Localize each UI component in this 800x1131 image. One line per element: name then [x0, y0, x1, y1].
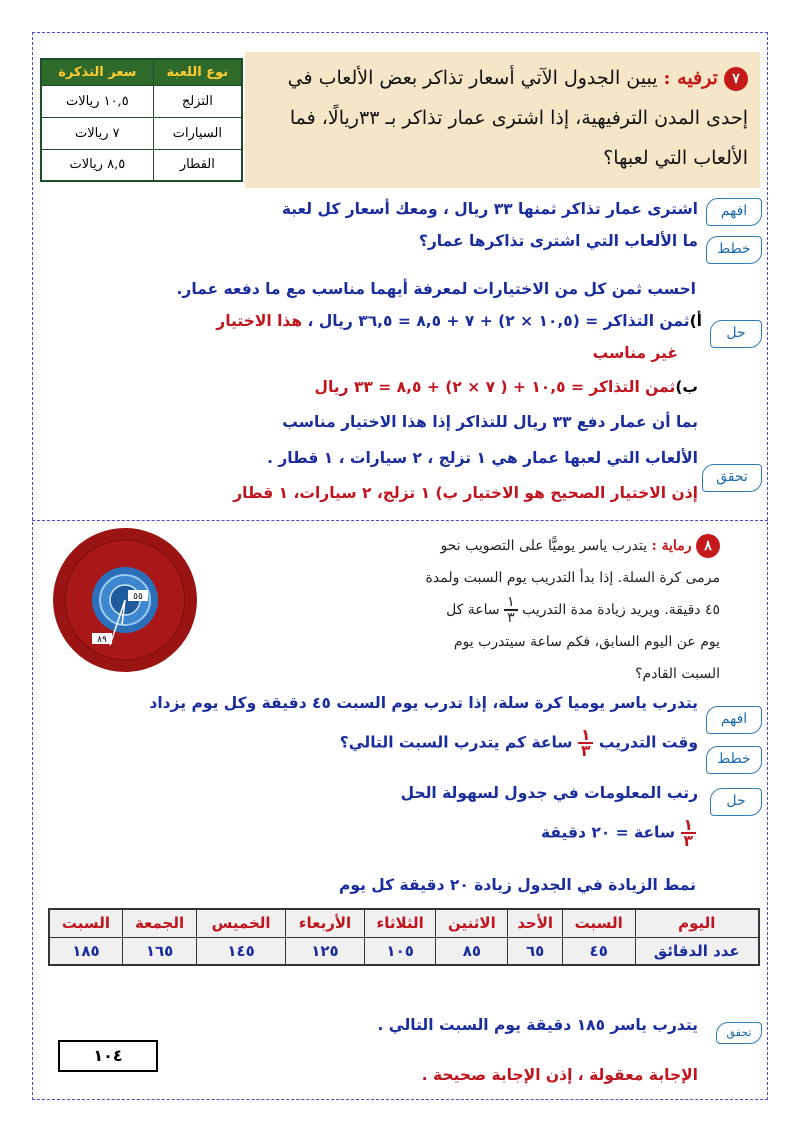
problem-statement: يبين الجدول الآتي أسعار تذاكر بعض الألعاب في إحدى المدن الترفيهية، إذا اشترى عمار تذاكر بـ ٣٣ريالًا، فما الألعاب التي لعبها؟	[287, 67, 748, 169]
table-cell: ١٠,٥ ريالات	[41, 85, 153, 117]
minutes-cell: ١٢٥	[285, 937, 364, 965]
conclusion-text: إذن الاختيار الصحيح هو الاختيار ب) ١ تزلج، ٢ سيارات، ١ قطار	[233, 484, 698, 502]
archery-target-image	[52, 527, 198, 673]
option-a-verdict-2: غير مناسب	[592, 344, 678, 362]
section-divider	[32, 520, 768, 521]
minutes-cell: ١٤٥	[197, 937, 286, 965]
problem-keyword: رماية :	[651, 538, 692, 554]
problem-line: السبت القادم؟	[635, 666, 720, 682]
option-b-calc: ثمن التذاكر = ١٠,٥ + ( ٧ × ٢) + ٨,٥ = ٣٣ ريال	[314, 378, 676, 396]
day-header: السبت	[562, 909, 635, 937]
check-text: الألعاب التي لعبها عمار هي ١ تزلج ، ٢ سيارات ، ١ قطار .	[267, 449, 698, 467]
minutes-cell: ٨٥	[436, 937, 508, 965]
problem-line: يتدرب ياسر يوميًّا على التصويب نحو	[440, 538, 648, 554]
minutes-cell: ٤٥	[562, 937, 635, 965]
problem-number-badge: ٨	[696, 534, 720, 558]
day-header: السبت	[49, 909, 122, 937]
understand-tag: افهم	[706, 706, 762, 734]
minutes-cell: ١٠٥	[364, 937, 435, 965]
option-b-line	[315, 378, 698, 396]
option-b-note: بما أن عمار دفع ٣٣ ريال للتذاكر إذا هذا الاختيار مناسب	[282, 413, 698, 431]
equation-text: ساعة = ٢٠ دقيقة	[540, 823, 676, 842]
plan-text: ساعة كم يتدرب السبت التالي؟	[339, 733, 573, 752]
table-cell: السيارات	[153, 117, 242, 149]
plan-tag: خطط	[706, 236, 762, 264]
problem-line: ٤٥ دقيقة. ويريد زيادة مدة التدريب	[522, 602, 720, 618]
day-header: الخميس	[197, 909, 286, 937]
option-a-calc: ثمن التذاكر = (١٠,٥ × ٢) + ٧ + ٨,٥ = ٣٦,٥ ريال ،	[307, 312, 690, 330]
solve-text: رتب المعلومات في جدول لسهولة الحل	[400, 784, 698, 802]
row-label: عدد الدقائق	[635, 937, 759, 965]
check-text: يتدرب ياسر ١٨٥ دقيقة يوم السبت التالي .	[377, 1016, 698, 1034]
problem-number-badge: ٧	[724, 67, 748, 91]
training-minutes-table	[48, 908, 760, 966]
row-label: اليوم	[635, 909, 759, 937]
table-cell: ٧ ريالات	[41, 117, 153, 149]
understand-text: اشترى عمار تذاكر ثمنها ٣٣ ريال ، ومعك أسعار كل لعبة	[281, 200, 698, 218]
page-number: ١٠٤	[58, 1040, 158, 1072]
problem-line: يوم عن اليوم السابق، فكم ساعة سيتدرب يوم	[453, 634, 720, 650]
problem-keyword: ترفيه :	[663, 67, 718, 89]
ticket-price-table	[40, 58, 243, 182]
conclusion-text: الإجابة معقولة ، إذن الإجابة صحيحة .	[421, 1066, 698, 1084]
day-header: الثلاثاء	[364, 909, 435, 937]
table-cell: ٨,٥ ريالات	[41, 149, 153, 181]
option-a-line	[216, 312, 702, 330]
check-tag: تحقق	[702, 464, 762, 492]
table-header: نوع اللعبة	[153, 59, 242, 85]
pattern-text: نمط الزيادة في الجدول زيادة ٢٠ دقيقة كل يوم	[339, 876, 696, 894]
fraction: $\frac{١}{٣}$	[504, 595, 518, 625]
check-tag: تحقق	[716, 1022, 762, 1044]
solve-tag: حل	[710, 320, 762, 348]
problem-line: مرمى كرة السلة. إذا بدأ التدريب يوم السبت ولمدة	[425, 570, 720, 586]
table-header: سعر التذكرة	[41, 59, 153, 85]
day-header: الأحد	[508, 909, 562, 937]
plan-line	[340, 728, 698, 758]
problem-7-text	[278, 58, 748, 178]
target-label: ٨٩	[97, 635, 107, 645]
table-cell: القطار	[153, 149, 242, 181]
option-b-label: ب)	[675, 378, 698, 396]
day-header: الجمعة	[122, 909, 196, 937]
plan-tag: خطط	[706, 746, 762, 774]
calc-intro: احسب ثمن كل من الاختيارات لمعرفة أيهما مناسب مع ما دفعه عمار.	[176, 280, 696, 298]
solve-tag: حل	[710, 788, 762, 816]
option-a-verdict: هذا الاختيار	[216, 312, 303, 330]
minutes-cell: ٦٥	[508, 937, 562, 965]
problem-line: ساعة كل	[446, 602, 500, 618]
understand-tag: افهم	[706, 198, 762, 226]
option-a-label: أ)	[689, 312, 702, 330]
minutes-cell: ١٦٥	[122, 937, 196, 965]
day-header: الأربعاء	[285, 909, 364, 937]
understand-text: يتدرب ياسر يوميا كرة سلة، إذا تدرب يوم السبت ٤٥ دقيقة وكل يوم يزداد	[149, 694, 698, 712]
equation-line	[541, 818, 696, 848]
plan-text: وقت التدريب	[598, 733, 698, 752]
table-cell: التزلج	[153, 85, 242, 117]
day-header: الاثنين	[436, 909, 508, 937]
fraction: $\frac{١}{٣}$	[681, 818, 696, 848]
target-label: ٥٥	[133, 592, 143, 602]
minutes-cell: ١٨٥	[49, 937, 122, 965]
plan-text: ما الألعاب التي اشترى تذاكرها عمار؟	[418, 232, 698, 250]
fraction: $\frac{١}{٣}$	[578, 728, 593, 758]
problem-8-text	[290, 530, 720, 690]
